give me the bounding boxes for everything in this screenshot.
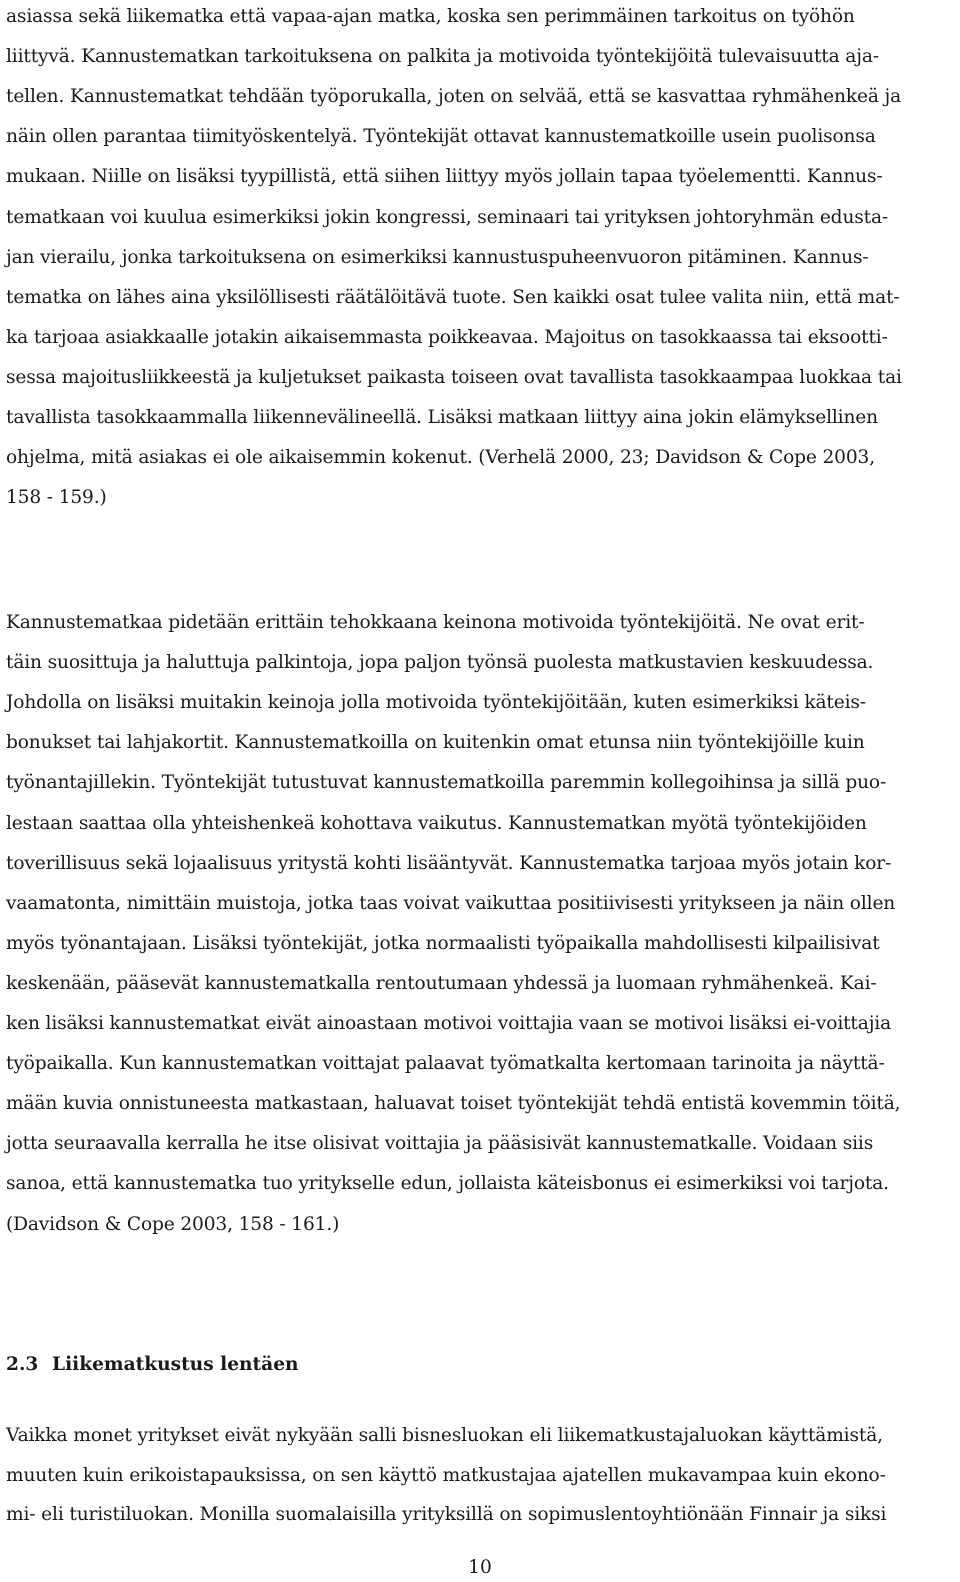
text-line: täin suosittuja ja haluttuja palkintoja, jopa paljon työnsä puolesta matkustavien keskuudessa. <box>6 652 874 674</box>
text-line: toverillisuus sekä lojaalisuus yritystä kohti lisääntyvät. Kannustematka tarjoaa myös jotain kor- <box>6 852 892 874</box>
text-line: lestaan saattaa olla yhteishenkeä kohottava vaikutus. Kannustematkan myötä työntekijöiden <box>6 812 867 834</box>
text-line: vaamatonta, nimittäin muistoja, jotka taas voivat vaikuttaa positiivisesti yritykseen ja näin ollen <box>6 892 896 914</box>
text-line: ken lisäksi kannustematkat eivät ainoastaan motivoi voittajia vaan se motivoi lisäksi ei-voittajia <box>6 1013 892 1034</box>
text-line: näin ollen parantaa tiimityöskentelyä. Työntekijät ottavat kannustematkoille usein puolisonsa <box>6 126 876 148</box>
text-line: myös työnantajaan. Lisäksi työntekijät, jotka normaalisti työpaikalla mahdollisesti kilpailisivat <box>6 932 880 954</box>
text-line: mukaan. Niille on lisäksi tyypillistä, että siihen liittyy myös jollain tapaa työelementti. Kannus- <box>6 166 883 188</box>
text-line: sessa majoitusliikkeestä ja kuljetukset paikasta toiseen ovat tavallista tasokkaampaa luokkaa tai <box>6 366 902 388</box>
text-line: ka tarjoaa asiakkaalle jotakin aikaisemmasta poikkeavaa. Majoitus on tasokkaassa tai eksootti- <box>6 326 888 348</box>
text-line: jan vierailu, jonka tarkoituksena on esimerkiksi kannustuspuheenvuoron pitäminen. Kannus- <box>6 246 869 268</box>
text-line: Kannustematkaa pidetään erittäin tehokkaana keinona motivoida työntekijöitä. Ne ovat erit- <box>6 612 865 633</box>
text-line: tavallista tasokkaammalla liikennevälineellä. Lisäksi matkaan liittyy aina jokin elämyksellinen <box>6 407 878 428</box>
text-line: asiassa sekä liikematka että vapaa-ajan matka, koska sen perimmäinen tarkoitus on työhön <box>6 6 855 27</box>
section-number: 2.3 <box>6 1354 39 1375</box>
text-line: tellen. Kannustematkat tehdään työporukalla, joten on selvää, että se kasvattaa ryhmähenkeä ja <box>6 86 902 108</box>
text-line: jotta seuraavalla kerralla he itse olisivat voittajia ja pääsisivät kannustematkalle. Voidaan siis <box>6 1133 874 1155</box>
text-line: bonukset tai lahjakortit. Kannustematkoilla on kuitenkin omat etunsa niin työntekijöille kuin <box>6 732 865 754</box>
section-title: Liikematkustus lentäen <box>52 1354 299 1375</box>
text-line: työpaikalla. Kun kannustematkan voittajat palaavat työmatkalta kertomaan tarinoita ja näyttä- <box>6 1053 885 1075</box>
text-line: muuten kuin erikoistapauksissa, on sen käyttö matkustajaa ajatellen mukavampaa kuin ekono- <box>6 1464 886 1486</box>
text-line: ohjelma, mitä asiakas ei ole aikaisemmin kokenut. (Verhelä 2000, 23; Davidson & Cope 2003, <box>6 447 875 469</box>
text-line: tematka on lähes aina yksilöllisesti räätälöitävä tuote. Sen kaikki osat tulee valita niin, että mat- <box>6 286 900 308</box>
text-line: työnantajillekin. Työntekijät tutustuvat kannustematkoilla paremmin kollegoihinsa ja sillä puo- <box>6 772 887 794</box>
text-line: keskenään, pääsevät kannustematkalla rentoutumaan yhdessä ja luomaan ryhmähenkeä. Kai- <box>6 972 877 994</box>
text-line: sanoa, että kannustematka tuo yritykselle edun, jollaista käteisbonus ei esimerkiksi voi tarjota. <box>6 1173 889 1195</box>
text-line: 158 - 159.) <box>6 487 107 509</box>
text-line: (Davidson & Cope 2003, 158 - 161.) <box>6 1213 340 1235</box>
section-heading <box>6 1354 299 1376</box>
text-line: mään kuvia onnistuneesta matkastaan, haluavat toiset työntekijät tehdä entistä kovemmin töitä, <box>6 1093 901 1115</box>
text-line: tematkaan voi kuulua esimerkiksi jokin kongressi, seminaari tai yrityksen johtoryhmän edusta- <box>6 206 889 228</box>
page-number: 10 <box>468 1557 492 1578</box>
text-line: Vaikka monet yritykset eivät nykyään salli bisnesluokan eli liikematkustajaluokan käyttämistä, <box>6 1425 883 1446</box>
text-line: mi- eli turistiluokan. Monilla suomalaisilla yrityksillä on sopimuslentoyhtiönään Finnair ja siksi <box>6 1504 887 1525</box>
text-line: liittyvä. Kannustematkan tarkoituksena on palkita ja motivoida työntekijöitä tulevaisuutta aja- <box>6 46 879 68</box>
text-line: Johdolla on lisäksi muitakin keinoja jolla motivoida työntekijöitään, kuten esimerkiksi käteis- <box>6 692 866 714</box>
